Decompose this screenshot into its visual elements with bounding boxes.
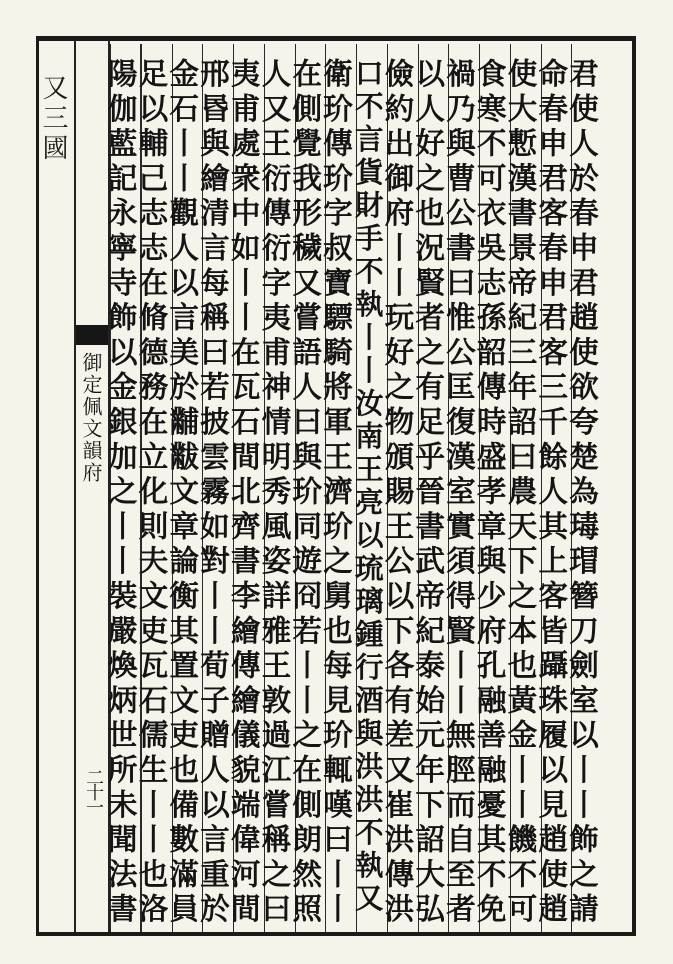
text-column [380, 44, 418, 932]
margin-rule-left [74, 40, 76, 932]
column-text: 金石丨丨觀人以言美於黼黻文章論衡其置文吏也備數滿員 [165, 58, 201, 928]
column-text: 足以輔己志志在脩德務在立化則夫文吏瓦石儒生丨丨也洛 [134, 58, 170, 928]
column-text: 儉約出御府丨丨玩好之物頒賜王公以下各有差又崔洪傳洪 [380, 58, 416, 928]
text-column [503, 44, 541, 932]
column-text: 夷甫處衆中如丨丨在瓦石間北齊書李繪傳繪儀貌端偉河間 [226, 58, 262, 928]
column-text: 衛玠傳玠字叔寶驃騎將軍王濟玠之舅也每見玠輒嘆曰丨丨 [319, 58, 354, 928]
text-column [196, 44, 233, 932]
text-column [565, 44, 602, 932]
column-text: 以人好之也況賢者之有足乎晉書武帝紀泰始元年下詔大弘 [411, 58, 447, 928]
text-column [350, 44, 387, 932]
column-text: 人又王衍傳衍字夷甫神情明秀風姿詳雅王敦過江嘗稱之曰 [257, 58, 293, 928]
text-column [288, 44, 326, 932]
text-column [257, 44, 295, 932]
text-column [165, 44, 203, 932]
margin-top-text: 又三國 [38, 74, 68, 164]
column-text: 禍乃與曹公書曰惟公匡復漢室實須得賢丨丨無脛而自至者 [442, 58, 477, 928]
page-number: 二十一 [83, 768, 104, 813]
text-column [411, 44, 449, 932]
column-text: 陽伽藍記永寧寺飾以金銀加之丨丨裝嚴煥炳世所未聞法書 [103, 58, 139, 928]
column-text: 口不言貨財手不執丨丨汝南王亮以琉璃鍾行酒與洪洪不執又 [350, 58, 385, 916]
column-text: 使大慙漢書景帝紀三年詔曰農天下之本也黃金丨丨饑不可 [503, 58, 539, 928]
text-columns [103, 44, 602, 932]
column-text: 食寒不可衣吳志孫韶傳時盛孝章與少府孔融善融憂其不免 [472, 58, 508, 928]
book-title: 御定佩文韻府 [79, 352, 103, 484]
text-column [472, 44, 510, 932]
page-margin-band [36, 40, 110, 932]
column-text: 在側覺我形穢又嘗語人曰與玠同遊冏若丨丨之在側朗然照 [288, 58, 324, 928]
column-text: 君使人於春申君趙使欲夸楚為瑇瑁簪刀劍室以丨丨飾之請 [565, 58, 600, 928]
text-column [534, 44, 572, 932]
column-text: 邢昬與繪清言每稱曰若披雲霧如對丨丨荀子贈人以言重於 [196, 58, 231, 928]
text-column [226, 44, 264, 932]
text-column [134, 44, 172, 932]
text-column [103, 44, 141, 932]
text-column [319, 44, 356, 932]
column-text: 命春申君客春申君客三千餘人其上客皆躡珠履以見趙使趙 [534, 58, 570, 928]
text-column [442, 44, 479, 932]
